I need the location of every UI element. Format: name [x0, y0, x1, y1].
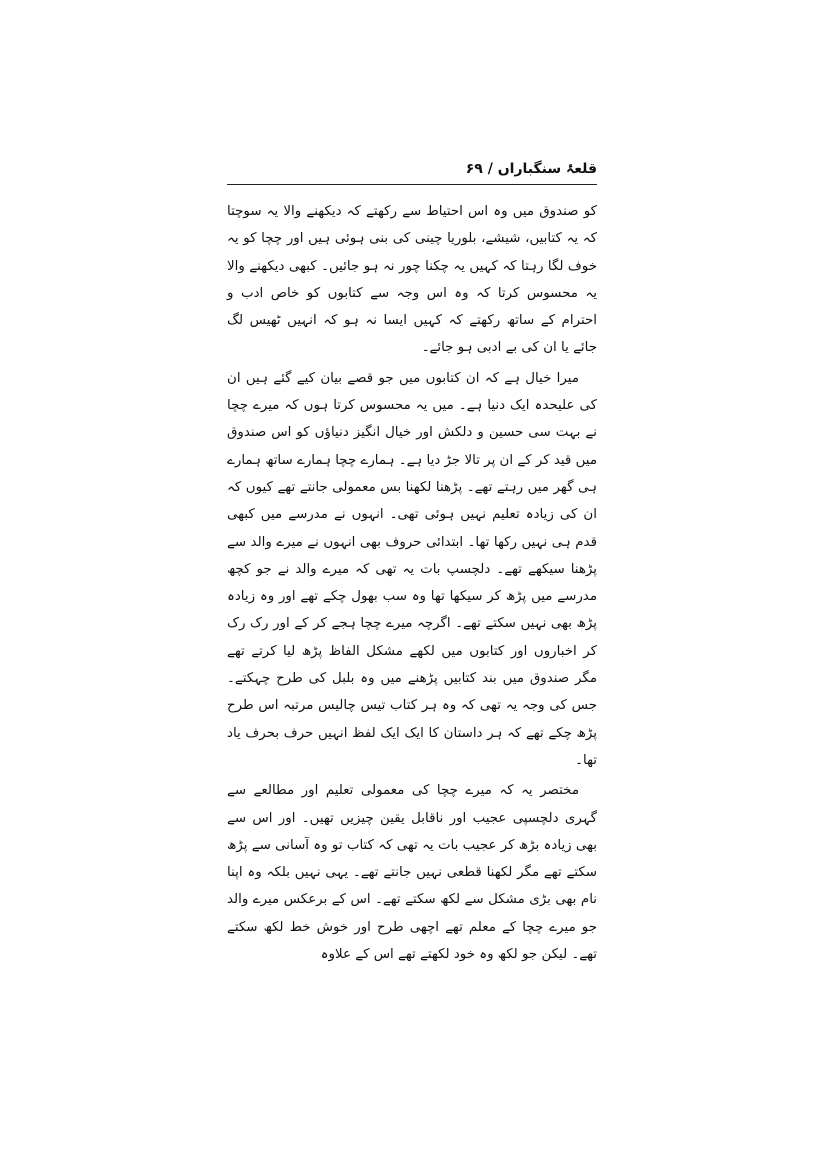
- paragraph-1: کو صندوق میں وہ اس احتیاط سے رکھتے کہ دیکھنے والا یہ سوچتا کہ یہ کتابیں، شیشے، بلوریا چینی کی بنی ہوئی ہیں اور چچا کو یہ خوف لگا رہتا کہ کہیں یہ چکنا چور نہ ہو جائیں۔ کبھی دیکھنے والا یہ محسوس کرتا کہ وہ اس وجہ سے کتابوں کو خاص ادب و احترام کے ساتھ رکھتے کہ کہیں ایسا نہ ہو کہ انہیں ٹھیس لگ جائے یا ان کی بے ادبی ہو جائے۔: [227, 204, 597, 356]
- running-header: [227, 158, 597, 188]
- body-text: [227, 198, 597, 968]
- header-divider: [227, 184, 597, 185]
- paragraph-2: میرا خیال ہے کہ ان کتابوں میں جو قصے بیان کیے گئے ہیں ان کی علیحدہ ایک دنیا ہے۔ میں یہ محسوس کرتا ہوں کہ میرے چچا نے بہت سی حسین و دلکش اور خیال انگیز دنیاؤں کو اس صندوق میں قید کر کے ان پر تالا جڑ دیا ہے۔ ہمارے چچا ہمارے ساتھ ہمارے ہی گھر میں رہتے تھے۔ پڑھنا لکھنا بس معمولی جانتے تھے کیوں کہ ان کی زیادہ تعلیم نہیں ہوئی تھی۔ انہوں نے مدرسے میں کبھی قدم ہی نہیں رکھا تھا۔ ابتدائی حروف بھی انہوں نے میرے والد سے پڑھنا سیکھے تھے۔ دلچسپ بات یہ تھی کہ میرے والد نے جو کچھ مدرسے میں پڑھ کر سیکھا تھا وہ سب بھول چکے تھے اور وہ زیادہ پڑھ بھی نہیں سکتے تھے۔ اگرچہ میرے چچا ہجے کر کے اور رک رک کر اخباروں اور کتابوں میں لکھے مشکل الفاظ پڑھ لیا کرتے تھے مگر صندوق میں بند کتابیں پڑھنے میں وہ بلبل کی طرح چہکتے۔ جس کی وجہ یہ تھی کہ وہ ہر کتاب تیس چالیس مرتبہ اس طرح پڑھ چکے تھے کہ ہر داستان کا ایک ایک لفظ انہیں حرف بحرف یاد تھا۔: [227, 370, 597, 768]
- running-title: قلعۂ سنگباراں / ۶۹: [465, 161, 597, 177]
- paragraph-3: مختصر یہ کہ میرے چچا کی معمولی تعلیم اور مطالعے سے گہری دلچسپی عجیب اور ناقابل یقین چیزیں تھیں۔ اور اس سے بھی زیادہ بڑھ کر عجیب بات یہ تھی کہ کتاب تو وہ آسانی سے پڑھ سکتے تھے مگر لکھنا قطعی نہیں جانتے تھے۔ یہی نہیں بلکہ وہ اپنا نام بھی بڑی مشکل سے لکھ سکتے تھے۔ اس کے برعکس میرے والد جو میرے چچا کے معلم تھے اچھی طرح اور خوش خط لکھ سکتے تھے۔ لیکن جو لکھ وہ خود لکھتے تھے اس کے علاوہ: [227, 783, 597, 963]
